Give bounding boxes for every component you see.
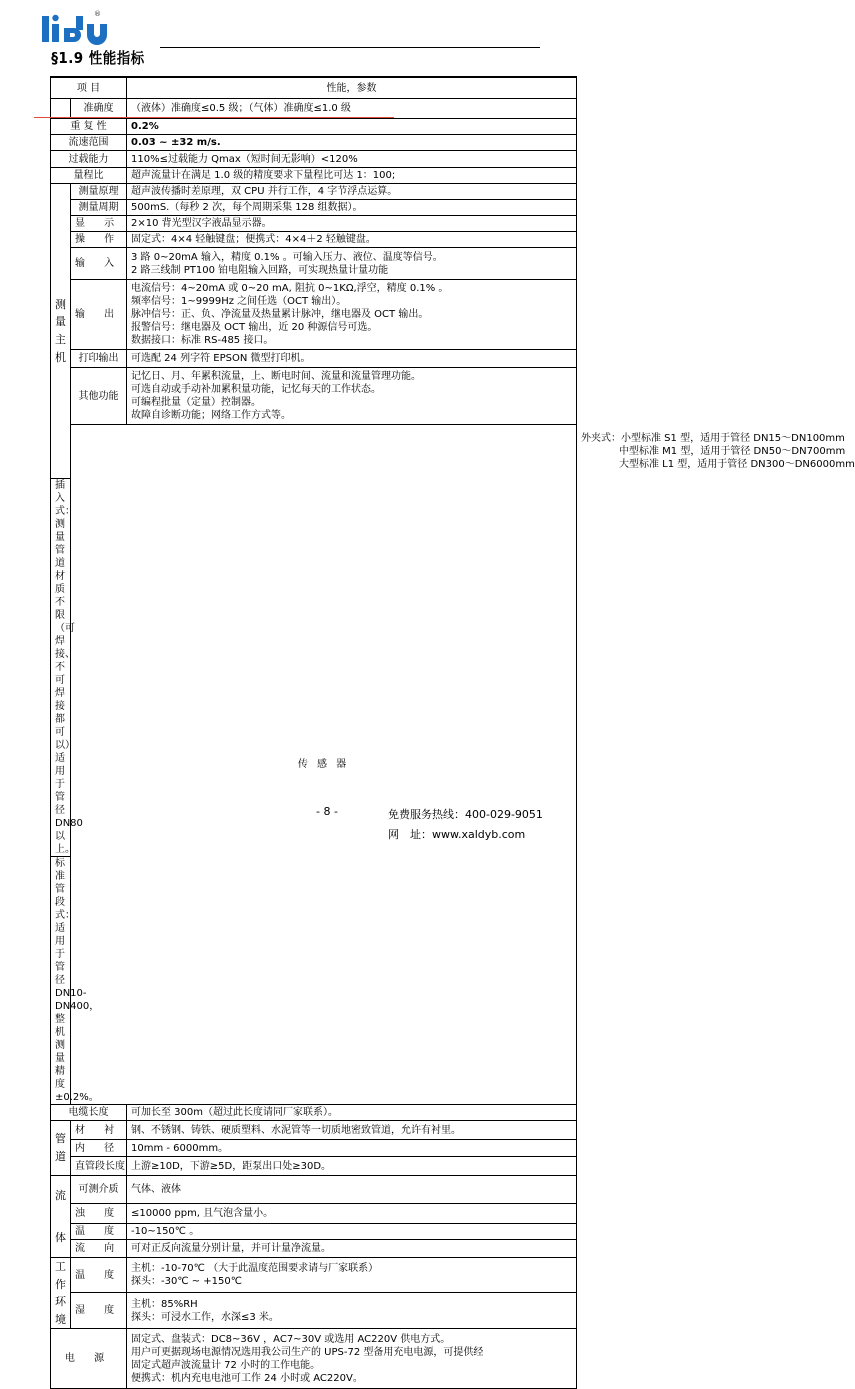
period-label: 测量周期 <box>71 200 127 216</box>
table-row: 传 感 器 外夹式：小型标准 S1 型，适用于管径 DN15～DN100mm 中型标准 M1 型，适用于管径 DN50～DN700mm 大型标准 L1 型，适用于管径 DN300～DN6000mm <box>51 425 577 479</box>
red-annotation-line <box>34 117 394 118</box>
table-row <box>51 119 577 135</box>
env-humidity-label: 湿 度 <box>71 1293 127 1329</box>
page-number: - 8 - <box>316 805 338 818</box>
table-row <box>51 200 577 216</box>
repeatability-value: 0.2% <box>127 119 577 135</box>
head-value: 性能，参数 <box>127 77 577 99</box>
fluid-group-label: 流 体 <box>51 1176 71 1258</box>
table-row <box>51 1240 577 1258</box>
website: 网 址：www.xaldyb.com <box>388 828 526 841</box>
table-row <box>51 350 577 368</box>
repeatability-label: 重 复 性 <box>51 119 127 135</box>
principle-label: 测量原理 <box>71 184 127 200</box>
table-row <box>51 1293 577 1329</box>
table-row <box>51 1204 577 1224</box>
table-row <box>51 1121 577 1140</box>
fluid-direction-label: 流 向 <box>71 1240 127 1258</box>
pipe-material-value: 钢、不锈钢、铸铁、硬质塑料、水泥管等一切质地密致管道，允许有衬里。 <box>127 1121 577 1140</box>
table-row <box>51 280 577 350</box>
table-row <box>51 135 577 151</box>
table-row <box>51 232 577 248</box>
lidu-logo <box>40 8 112 48</box>
env-temperature-value: 主机：-10-70℃ （大于此温度范围要求请与厂家联系） 探头：-30℃ ~ +150℃ <box>127 1258 577 1293</box>
printer-label: 打印输出 <box>71 350 127 368</box>
pipe-diameter-value: 10mm - 6000mm。 <box>127 1140 577 1157</box>
input-value: 3 路 0~20mA 输入，精度 0.1% 。可输入压力、液位、温度等信号。 2 路三线制 PT100 铂电阻输入回路，可实现热量计量功能 <box>127 248 577 280</box>
cable-label: 电缆长度 <box>51 1105 127 1121</box>
operation-value: 固定式：4×4 轻触键盘；便携式：4×4＋2 轻触键盘。 <box>127 232 577 248</box>
fluid-medium-label: 可测介质 <box>71 1176 127 1204</box>
input-label: 输 入 <box>71 248 127 280</box>
accuracy-value: （液体）准确度≤0.5 级；（气体）准确度≤1.0 级 <box>127 99 577 119</box>
display-label: 显 示 <box>71 216 127 232</box>
output-label: 输 出 <box>71 280 127 350</box>
accuracy-label: 准确度 <box>71 99 127 119</box>
spec-table <box>50 76 855 1389</box>
fluid-direction-value: 可对正反向流量分别计量，并可计量净流量。 <box>127 1240 577 1258</box>
principle-value: 超声波传播时差原理，双 CPU 并行工作，4 字节浮点运算。 <box>127 184 577 200</box>
sensor-pipe-section-value: 标准管段式：适用于管径 DN10-DN400，整机测量精度±0.2%。 <box>51 857 71 1105</box>
operation-label: 操 作 <box>71 232 127 248</box>
header-rule <box>160 47 540 48</box>
table-row <box>51 248 577 280</box>
fluid-temperature-value: -10~150℃ 。 <box>127 1224 577 1240</box>
table-head-row <box>51 77 577 99</box>
flow-range-value: 0.03 ~ ±32 m/s. <box>127 135 577 151</box>
other-label: 其他功能 <box>71 368 127 425</box>
overload-label: 过载能力 <box>51 151 127 168</box>
table-row <box>51 1258 577 1293</box>
table-row <box>51 151 577 168</box>
cable-value: 可加长至 300m（超过此长度请同厂家联系）。 <box>127 1105 577 1121</box>
table-row <box>51 184 577 200</box>
section-title: §1.9 性能指标 <box>51 49 145 67</box>
sensor-insert-value: 插入式：测量管道材质不限（可焊接、不可焊接都可以）适用于管径 DN80 以上。 <box>51 479 71 857</box>
printer-value: 可选配 24 列字符 EPSON 微型打印机。 <box>127 350 577 368</box>
fluid-turbidity-value: ≤10000 ppm, 且气泡含量小。 <box>127 1204 577 1224</box>
pipe-straight-value: 上游≥10D，下游≥5D，距泵出口处≥30D。 <box>127 1157 577 1176</box>
pipe-group-label: 管 道 <box>51 1121 71 1176</box>
table-row <box>51 99 577 119</box>
table-row <box>51 168 577 184</box>
table-row <box>51 1157 577 1176</box>
pipe-material-label: 材 衬 <box>71 1121 127 1140</box>
pipe-diameter-label: 内 径 <box>71 1140 127 1157</box>
sensor-label: 传 感 器 <box>71 425 577 1105</box>
table-row <box>51 216 577 232</box>
head-item: 项 目 <box>51 77 127 99</box>
flow-range-label: 流速范围 <box>51 135 127 151</box>
fluid-turbidity-label: 浊 度 <box>71 1204 127 1224</box>
other-value: 记忆日、月、年累积流量，上、断电时间、流量和流量管理功能。 可选自动或手动补加累积量功能，记忆每天的工作状态。 可编程批量（定量）控制器。 故障自诊断功能；网络工作方式等。 <box>127 368 577 425</box>
registered-mark: ® <box>94 10 101 18</box>
table-row <box>51 1105 577 1121</box>
range-ratio-value: 超声流量计在满足 1.0 级的精度要求下量程比可达 1：100; <box>127 168 577 184</box>
table-row <box>51 1224 577 1240</box>
overload-value: 110%≤过载能力 Qmax（短时间无影响）<120% <box>127 151 577 168</box>
period-value: 500mS.（每秒 2 次，每个周期采集 128 组数据）。 <box>127 200 577 216</box>
fluid-medium-value: 气体、液体 <box>127 1176 577 1204</box>
fluid-temperature-label: 温 度 <box>71 1224 127 1240</box>
table-row <box>51 368 577 425</box>
range-ratio-label: 量程比 <box>51 168 127 184</box>
table-row <box>51 1140 577 1157</box>
display-value: 2×10 背光型汉字液晶显示器。 <box>127 216 577 232</box>
service-hotline: 免费服务热线：400-029-9051 <box>388 808 543 821</box>
env-humidity-value: 主机：85%RH 探头：可浸水工作，水深≤3 米。 <box>127 1293 577 1329</box>
output-value: 电流信号：4~20mA 或 0~20 mA, 阻抗 0~1KΩ,浮空，精度 0.1% 。 频率信号：1~9999Hz 之间任选（OCT 输出）。 脉冲信号：正、负、净流量及热量累计脉冲，继电器及 OCT 输出。 报警信号：继电器及 OCT 输出，近 20 种源信号可选。 数据接口：标准 RS-485 接口。 <box>127 280 577 350</box>
power-label: 电 源 <box>51 1329 127 1389</box>
power-value: 固定式、盘装式：DC8~36V ，AC7~30V 或选用 AC220V 供电方式。 用户可更据现场电源情况选用我公司生产的 UPS-72 型备用充电电源，可提供经 固定式超声波流量计 72 小时的工作电能。 便携式：机内充电电池可工作 24 小时或 AC220V。 <box>127 1329 577 1389</box>
environment-group-label: 工 作 环 境 <box>51 1258 71 1329</box>
host-group-label: 测 量 主 机 <box>51 184 71 479</box>
env-temperature-label: 温 度 <box>71 1258 127 1293</box>
table-row <box>51 1176 577 1204</box>
pipe-straight-label: 直管段长度 <box>71 1157 127 1176</box>
table-row <box>51 1329 577 1389</box>
